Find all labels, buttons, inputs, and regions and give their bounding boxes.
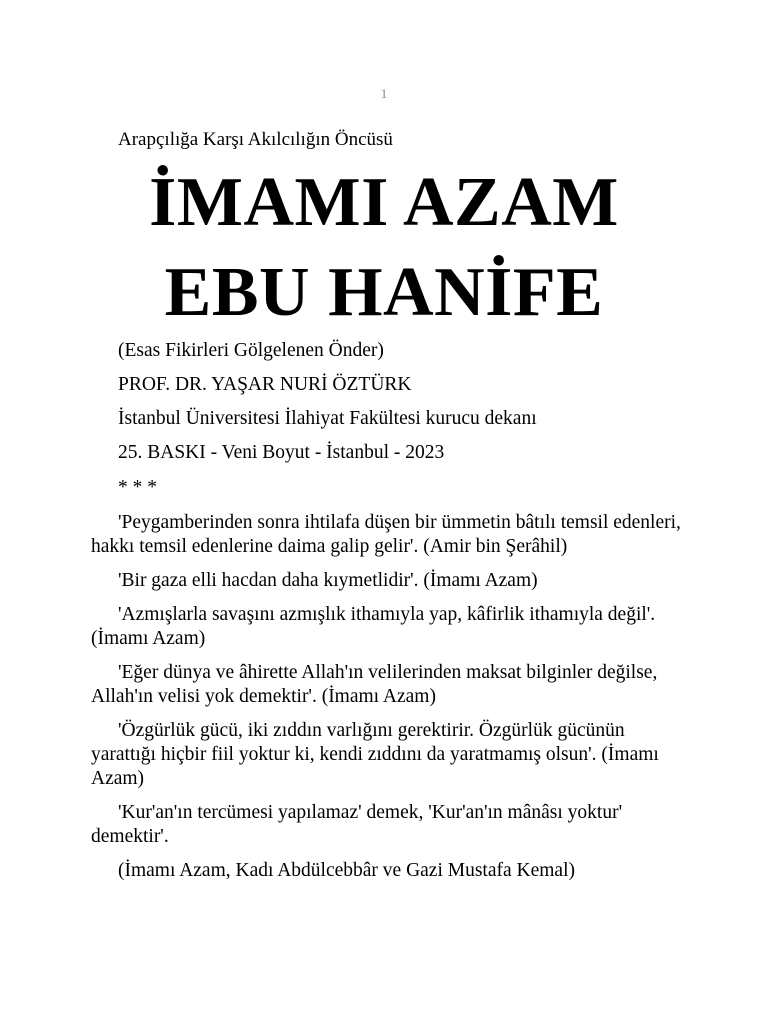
edition-info: 25. BASKI - Veni Boyut - İstanbul - 2023 — [118, 442, 445, 463]
author-name: PROF. DR. YAŞAR NURİ ÖZTÜRK — [118, 374, 412, 395]
author-affiliation: İstanbul Üniversitesi İlahiyat Fakültesi kurucu dekanı — [118, 408, 537, 429]
quote-paragraph: 'Peygamberinden sonra ihtilafa düşen bir ümmetin bâtılı temsil edenleri, hakkı temsil edenlerine daima galip gelir'. (Amir bin Şerâhil) — [91, 512, 681, 557]
book-subtitle: Arapçılığa Karşı Akılcılığın Öncüsü — [118, 129, 393, 150]
quote-paragraph: 'Eğer dünya ve âhirette Allah'ın velilerinden maksat bilginler değilse, Allah'ın velisi yok demektir'. (İmamı Azam) — [91, 662, 658, 707]
quote-paragraph: 'Özgürlük gücü, iki zıddın varlığını gerektirir. Özgürlük gücünün yarattığı hiçbir fiil yoktur ki, kendi zıddını da yaratmamış olsun'. (İmamı Azam) — [91, 720, 659, 789]
book-title-line-1: İMAMI AZAM — [149, 164, 619, 241]
quote-paragraph: 'Kur'an'ın tercümesi yapılamaz' demek, 'Kur'an'ın mânâsı yoktur' demektir'. — [91, 802, 623, 847]
section-separator: * * * — [118, 477, 157, 498]
quotes-section — [91, 511, 681, 893]
quote-paragraph: 'Bir gaza elli hacdan daha kıymetlidir'. (İmamı Azam) — [118, 570, 538, 591]
page-number: 1 — [380, 86, 388, 101]
quote-paragraph: 'Azmışlarla savaşını azmışlık ithamıyla yap, kâfirlik ithamıyla değil'. (İmamı Azam) — [91, 604, 656, 649]
quote-attribution: (İmamı Azam, Kadı Abdülcebbâr ve Gazi Mustafa Kemal) — [118, 860, 576, 881]
book-title-line-2: EBU HANİFE — [164, 254, 604, 331]
book-tagline: (Esas Fikirleri Gölgelenen Önder) — [118, 340, 384, 361]
